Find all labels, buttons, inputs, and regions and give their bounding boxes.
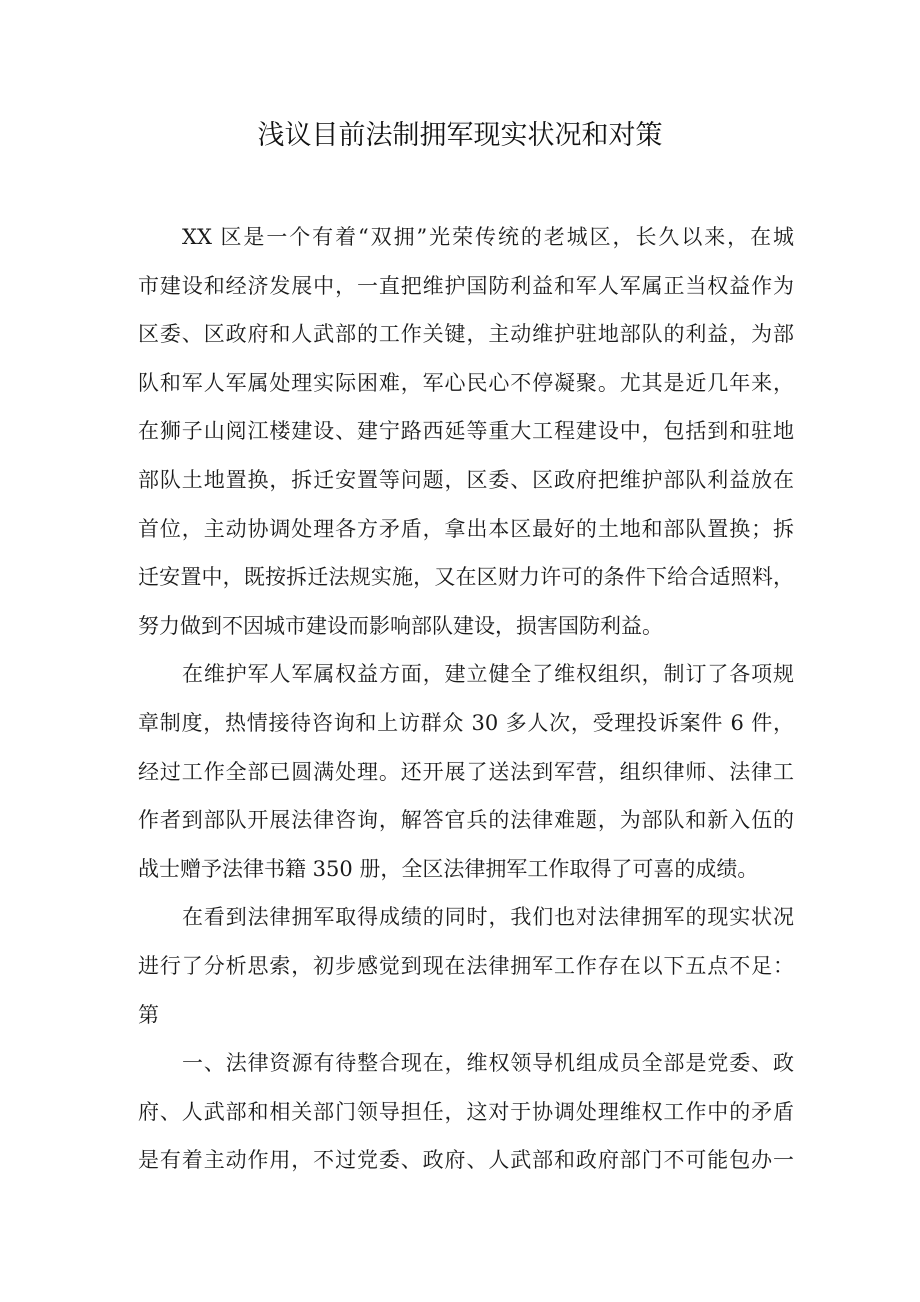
- paragraph-2-line-2: 章制度，热情接待咨询和上访群众 30 多人次，受理投诉案件 6 件，: [138, 710, 794, 735]
- paragraph-1-line-8: 迁安置中，既按拆迁法规实施，又在区财力许可的条件下给合适照料，: [138, 565, 794, 590]
- paragraph-1-line-6: 部队土地置换，拆迁安置等问题，区委、区政府把维护部队利益放在: [138, 467, 794, 492]
- paragraph-1-line-5: 在狮子山阅江楼建设、建宁路西延等重大工程建设中，包括到和驻地: [138, 419, 794, 444]
- paragraph-1-line-7: 首位，主动协调处理各方矛盾，拿出本区最好的土地和部队置换；拆: [138, 516, 794, 541]
- paragraph-3-line-3: 第: [138, 1002, 159, 1027]
- paragraph-1-line-1: XX 区是一个有着“双拥”光荣传统的老城区，长久以来，在城: [182, 225, 794, 249]
- paragraph-2-line-4: 作者到部队开展法律咨询，解答官兵的法律难题，为部队和新入伍的: [138, 808, 794, 833]
- document-title: 浅议目前法制拥军现实状况和对策: [257, 120, 663, 151]
- paragraph-4-line-3: 是有着主动作用，不过党委、政府、人武部和政府部门不可能包办一: [138, 1148, 794, 1173]
- paragraph-1-line-3: 区委、区政府和人武部的工作关键，主动维护驻地部队的利益，为部: [138, 322, 794, 347]
- paragraph-4-line-2: 府、人武部和相关部门领导担任，这对于协调处理维权工作中的矛盾: [138, 1099, 794, 1124]
- paragraph-1-line-2: 市建设和经济发展中，一直把维护国防利益和军人军属正当权益作为: [138, 273, 794, 298]
- paragraph-4-line-1: 一、法律资源有待整合现在，维权领导机组成员全部是党委、政: [182, 1051, 794, 1076]
- paragraph-1-line-4: 队和军人军属处理实际困难，军心民心不停凝聚。尤其是近几年来，: [138, 370, 794, 395]
- paragraph-2-line-5: 战士赠予法律书籍 350 册，全区法律拥军工作取得了可喜的成绩。: [138, 856, 759, 881]
- paragraph-3-line-2: 进行了分析思索，初步感觉到现在法律拥军工作存在以下五点不足：: [138, 953, 794, 978]
- paragraph-2-line-3: 经过工作全部已圆满处理。还开展了送法到军营，组织律师、法律工: [138, 759, 794, 784]
- document-body: [138, 213, 794, 1185]
- paragraph-2-line-1: 在维护军人军属权益方面，建立健全了维权组织，制订了各项规: [182, 662, 794, 687]
- paragraph-1-line-9: 努力做到不因城市建设而影响部队建设，损害国防利益。: [138, 613, 663, 638]
- paragraph-3-line-1: 在看到法律拥军取得成绩的同时，我们也对法律拥军的现实状况: [182, 905, 794, 930]
